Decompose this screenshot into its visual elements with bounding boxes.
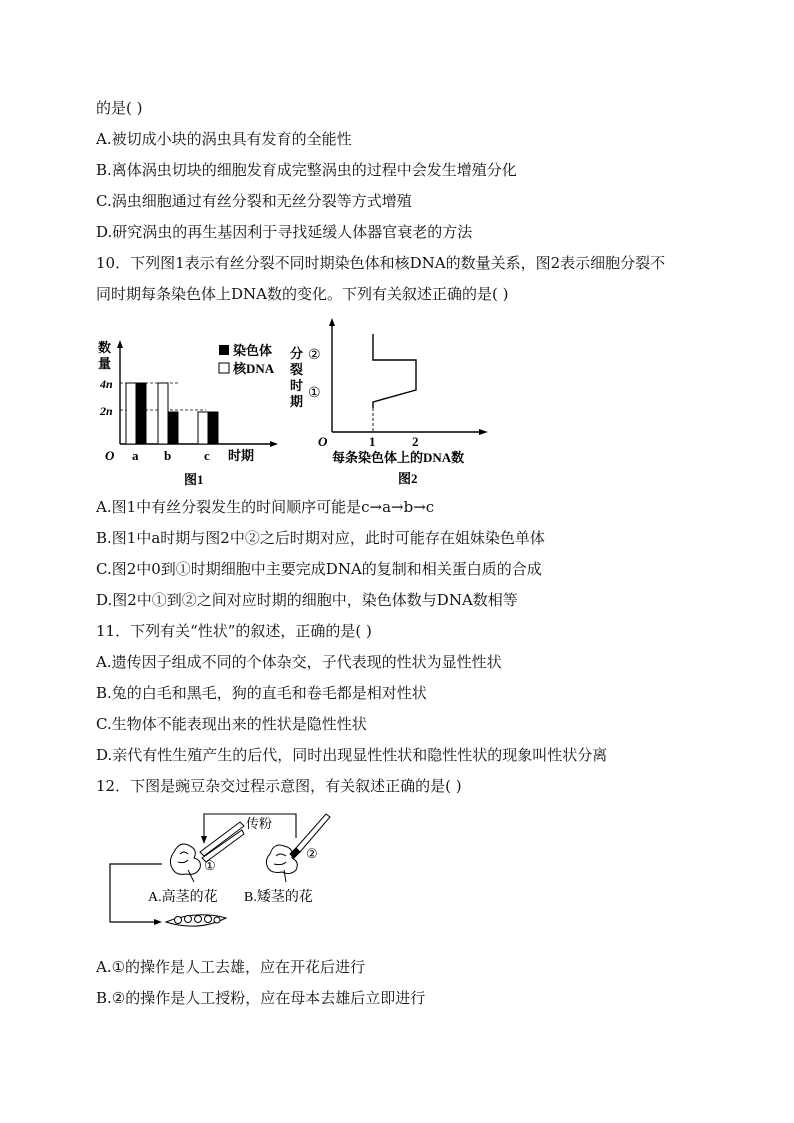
q10-option-d: D.图2中①到②之间对应时期的细胞中，染色体数与DNA数相等 <box>96 591 518 609</box>
fig1-bar-c-dna <box>198 412 208 444</box>
q11-option-c: C.生物体不能表现出来的性状是隐性性状 <box>96 715 367 733</box>
q10-option-b: B.图1中a时期与图2中②之后时期对应，此时可能存在姐妹染色单体 <box>96 529 545 547</box>
q10-stem-line1: 10．下列图1表示有丝分裂不同时期染色体和核DNA的数量关系，图2表示细胞分裂不 <box>96 254 666 272</box>
fig2-xtick-1: 1 <box>369 434 376 449</box>
fig1-x-arrow <box>270 441 278 447</box>
fig1-xlabel: 时期 <box>228 448 255 463</box>
fig2-ylabel-1: 分 <box>290 346 304 361</box>
fig1-ytick-2n: 2n <box>100 404 113 418</box>
fig2-ytick-2: ② <box>308 348 321 363</box>
fig2-xtick-2: 2 <box>412 434 419 449</box>
pea-pod-drawing <box>166 915 226 926</box>
fig1-ytick-4n: 4n <box>100 377 113 391</box>
fig1-legend-dna: 核DNA <box>233 361 275 376</box>
q11-option-d: D.亲代有性生殖产生的后代，同时出现显性性状和隐性性状的现象叫性状分离 <box>96 746 608 764</box>
forceps-drawing <box>200 822 244 862</box>
q9-option-a: A.被切成小块的涡虫具有发育的全能性 <box>96 130 352 148</box>
figure-1-bar-chart <box>96 332 286 492</box>
fig1-legend-swatch-dna <box>219 363 229 373</box>
q9-stem-tail: 的是( ) <box>96 99 143 117</box>
fig2-y-arrow <box>329 318 335 326</box>
fig1-xtick-c: c <box>204 448 210 463</box>
q10-stem-line2: 同时期每条染色体上DNA数的变化。下列有关叙述正确的是( ) <box>96 285 509 303</box>
fig2-ylabel-3: 时 <box>290 378 304 393</box>
fig2-origin: O <box>318 434 328 449</box>
figure-2-line-chart <box>286 314 496 492</box>
q10-option-c: C.图2中0到①时期细胞中主要完成DNA的复制和相关蛋白质的合成 <box>96 560 542 578</box>
fig2-ytick-1: ① <box>308 386 321 401</box>
marker-1: ① <box>204 858 216 873</box>
q12-option-b: B.②的操作是人工授粉，应在母本去雄后立即进行 <box>96 989 426 1007</box>
fig2-xlabel: 每条染色体上的DNA数 <box>332 450 465 465</box>
fig2-x-arrow <box>479 429 488 435</box>
fig1-ylabel-2: 量 <box>98 356 112 371</box>
pollination-label: 传粉 <box>246 816 273 831</box>
flower-a-drawing <box>170 844 200 882</box>
q11-option-b: B.兔的白毛和黑毛，狗的直毛和卷毛都是相对性状 <box>96 684 427 702</box>
fig1-bar-c-chromosome <box>208 412 218 444</box>
fig1-xtick-b: b <box>164 448 172 463</box>
fig1-y-arrow <box>117 340 123 348</box>
pea-cross-diagram <box>100 808 340 938</box>
q11-option-a: A.遗传因子组成不同的个体杂交，子代表现的性状为显性性状 <box>96 653 502 671</box>
fig1-origin: O <box>105 448 115 463</box>
fig1-legend-chromosome: 染色体 <box>233 343 273 358</box>
q11-stem: 11．下列有关“性状”的叙述，正确的是( ) <box>96 622 372 640</box>
flower-b-label: B.矮茎的花 <box>244 890 313 905</box>
cross-arrow-head <box>154 919 162 925</box>
flower-a-label: A.高茎的花 <box>148 890 218 905</box>
q9-option-c: C.涡虫细胞通过有丝分裂和无丝分裂等方式增殖 <box>96 192 412 210</box>
marker-2: ② <box>306 846 318 861</box>
fig1-bar-b-dna <box>158 383 168 444</box>
pollination-arrow-head <box>201 836 207 844</box>
fig2-ylabel-4: 期 <box>290 394 304 409</box>
fig2-caption: 图2 <box>398 471 418 486</box>
fig2-data-line <box>373 334 416 408</box>
fig1-bar-b-chromosome <box>168 412 178 444</box>
q12-option-a: A.①的操作是人工去雄，应在开花后进行 <box>96 958 366 976</box>
q9-option-b: B.离体涡虫切块的细胞发育成完整涡虫的过程中会发生增殖分化 <box>96 161 517 179</box>
q12-stem: 12．下图是豌豆杂交过程示意图，有关叙述正确的是( ) <box>96 777 462 795</box>
fig1-bar-a-dna <box>126 383 136 444</box>
fig1-ylabel-1: 数 <box>98 340 112 355</box>
flower-b-drawing <box>266 845 297 882</box>
q9-option-d: D.研究涡虫的再生基因利于寻找延缓人体器官衰老的方法 <box>96 223 473 241</box>
fig1-legend-swatch-chromosome <box>219 345 229 355</box>
fig2-ylabel-2: 裂 <box>290 362 304 377</box>
fig1-caption: 图1 <box>184 472 204 487</box>
fig1-xtick-a: a <box>132 448 139 463</box>
fig1-bar-a-chromosome <box>136 383 146 444</box>
q10-option-a: A.图1中有丝分裂发生的时间顺序可能是c→a→b→c <box>96 498 435 516</box>
